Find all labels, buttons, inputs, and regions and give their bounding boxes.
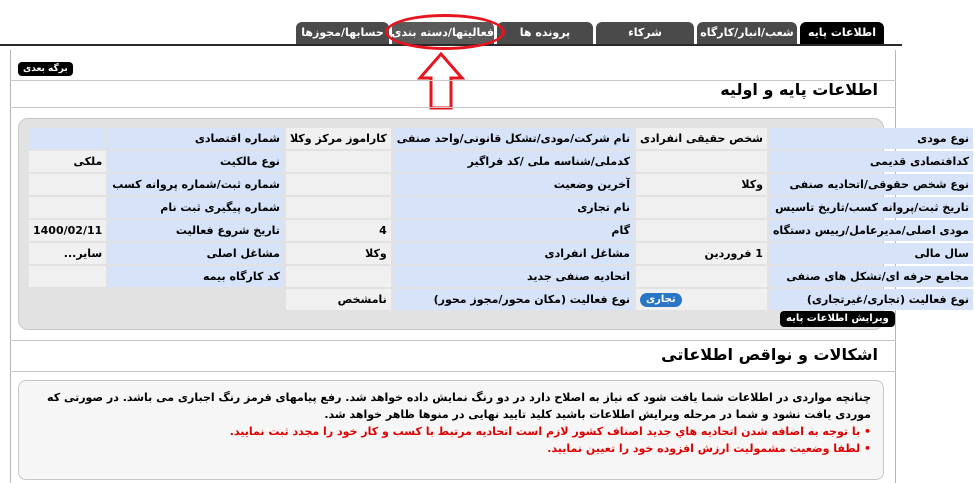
tab-files[interactable]: پرونده ها: [497, 22, 593, 44]
field-value: ملکی: [29, 151, 106, 172]
field-value: [286, 174, 391, 195]
field-label: کدافتصادی قدیمی: [769, 151, 973, 172]
divider: [10, 371, 896, 372]
field-label: تاریخ ثبت/پروانه کسب/تاریخ تاسیس: [769, 197, 973, 218]
divider: [10, 107, 896, 108]
field-value: [636, 197, 767, 218]
next-page-button[interactable]: برگه بعدی: [18, 62, 73, 76]
field-label: مودی اصلی/مدیرعامل/رییس دستگاه: [769, 220, 973, 241]
tab-accounts[interactable]: حسابها/مجوزها: [296, 22, 389, 44]
field-value: سایر...: [29, 243, 106, 264]
field-value: [29, 266, 106, 287]
field-value: کاراموز مرکز وکلا: [286, 128, 391, 149]
table-row: [29, 174, 973, 195]
field-value: 4: [286, 220, 391, 241]
table-row: [29, 151, 973, 172]
section-title-basic: اطلاعات پایه و اولیه: [720, 80, 878, 99]
field-label: مشاغل انفرادی: [393, 243, 634, 264]
field-value: وکلا: [286, 243, 391, 264]
notice-item-union: • با توجه به اضافه شدن اتحادیه هاي جدید اصناف کشور لازم است اتحادیه مرتبط با کسب و کار خود را مجدد ثبت نمایید.: [229, 425, 871, 438]
field-label: نام شرکت/مودی/تشکل قانونی/واحد صنفی: [393, 128, 634, 149]
tab-basic-info[interactable]: اطلاعات پایه: [800, 22, 884, 44]
tab-branches[interactable]: شعب/انبار/کارگاه: [697, 22, 797, 44]
field-value: وکلا: [636, 174, 767, 195]
field-value: [286, 266, 391, 287]
field-label: نام تجاری: [393, 197, 634, 218]
table-row: [29, 289, 973, 310]
table-row: [29, 220, 973, 241]
field-label: شماره پیگیری ثبت نام: [108, 197, 284, 218]
field-value: نامشخص: [286, 289, 391, 310]
tab-partners[interactable]: شرکاء: [596, 22, 694, 44]
field-label: نوع فعالیت (تجاری/غیرتجاری): [769, 289, 973, 310]
field-value: 1 فروردین: [636, 243, 767, 264]
basic-info-grid: [27, 126, 975, 312]
table-row: [29, 243, 973, 264]
field-value: [636, 220, 767, 241]
field-label: نوع مالکیت: [108, 151, 284, 172]
field-label: مجامع حرفه ای/تشکل های صنفی: [769, 266, 973, 287]
field-label: سال مالی: [769, 243, 973, 264]
field-value: 1400/02/11: [29, 220, 106, 241]
field-value: [636, 289, 767, 310]
field-label: مشاغل اصلی: [108, 243, 284, 264]
field-label: شماره اقتصادی: [108, 128, 284, 149]
field-label: تاریخ شروع فعالیت: [108, 220, 284, 241]
notice-item-vat: • لطفا وضعیت مشمولیت ارزش افزوده خود را تعیین نمایید.: [547, 442, 871, 455]
field-label: کدملی/شناسه ملی /کد فراگیر: [393, 151, 634, 172]
field-value: [29, 128, 106, 149]
field-label: کد کارگاه بیمه: [108, 266, 284, 287]
field-value: [29, 197, 106, 218]
table-row: [29, 266, 973, 287]
field-label: شماره ثبت/شماره پروانه کسب: [108, 174, 284, 195]
field-value: [286, 197, 391, 218]
field-label: نوع مودی: [769, 128, 973, 149]
field-label: آخرین وضعیت: [393, 174, 634, 195]
field-value: [636, 151, 767, 172]
highlight-circle: [385, 14, 505, 50]
commercial-tag: تجاری: [640, 293, 682, 307]
field-label: نوع فعالیت (مکان محور/مجوز محور): [393, 289, 634, 310]
table-row: [29, 128, 973, 149]
issues-notice: [18, 380, 884, 480]
field-value: [636, 266, 767, 287]
section-title-issues: اشکالات و نواقص اطلاعاتی: [661, 345, 878, 364]
field-label: نوع شخص حقوقی/اتحادیه صنفی: [769, 174, 973, 195]
field-value: شخص حقیقی انفرادی: [636, 128, 767, 149]
table-row: [29, 197, 973, 218]
field-value: [286, 151, 391, 172]
empty-cell: [29, 289, 284, 310]
field-label: گام: [393, 220, 634, 241]
edit-basic-info-button[interactable]: ویرایش اطلاعات پایه: [780, 311, 895, 327]
field-value: [29, 174, 106, 195]
notice-intro: چنانچه مواردی در اطلاعات شما یافت شود که نیاز به اصلاح دارد در دو رنگ نمایش داده خواهد شد. رفع پیامهای قرمز رنگ اجباری می باشد. در صورتی که موردی یافت نشود و شما در مرحله ویرایش اطلاعات باشید کلید تایید نهایی در منوها ظاهر خواهد شد.: [47, 391, 871, 421]
field-label: اتحادیه صنفی جدید: [393, 266, 634, 287]
tab-activities[interactable]: فعالیتها/دسته بندی: [392, 22, 494, 44]
divider: [10, 340, 896, 341]
